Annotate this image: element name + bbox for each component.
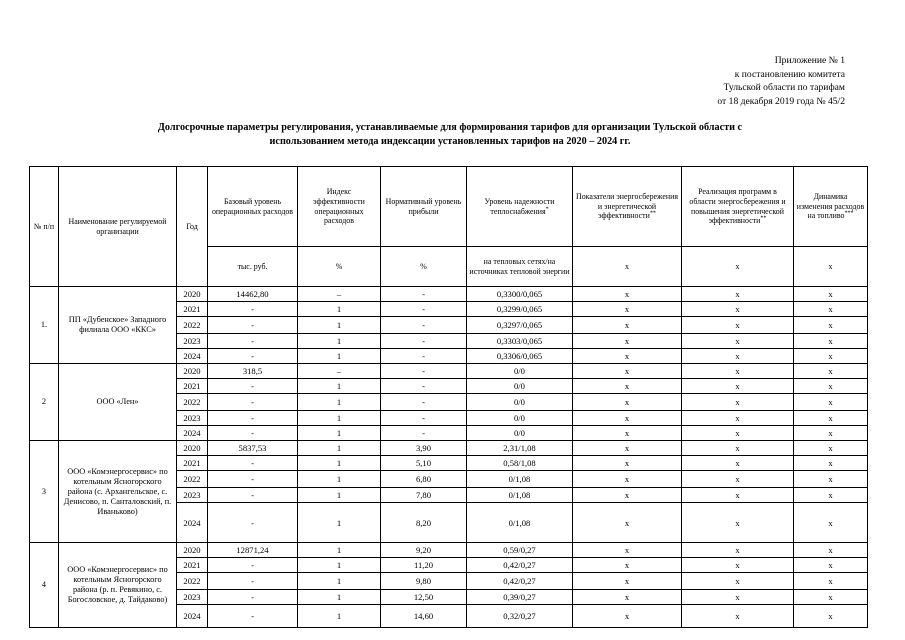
base-cell: - [208, 488, 298, 503]
fuel-cell: х [794, 287, 868, 302]
header-programs [682, 167, 794, 247]
profit-cell: 8,20 [381, 503, 467, 543]
profit-cell: 3,90 [381, 441, 467, 456]
reliability-cell: 0,3306/0,065 [467, 349, 573, 364]
reliability-cell: 0,42/0,27 [467, 573, 573, 590]
energy-cell: х [573, 471, 682, 488]
header-programs-text: Реализация программ в области энергосбережения и повышения энергетической эффективности [689, 187, 786, 226]
header-year: Год [177, 167, 208, 287]
parameters-table [29, 166, 868, 628]
programs-cell: х [682, 394, 794, 411]
fuel-cell: х [794, 394, 868, 411]
index-cell: 1 [298, 573, 381, 590]
programs-cell: х [682, 317, 794, 334]
year-cell: 2020 [177, 287, 208, 302]
year-cell: 2022 [177, 394, 208, 411]
org-name: ПП «Дубенское» Западного филиала ООО «ККС» [59, 287, 177, 364]
year-cell: 2021 [177, 456, 208, 471]
fuel-cell: х [794, 543, 868, 558]
header-no: № п/п [30, 167, 59, 287]
reliability-cell: 0/0 [467, 426, 573, 441]
index-cell: 1 [298, 411, 381, 426]
reliability-cell: 0,58/1,08 [467, 456, 573, 471]
unit-index: % [298, 247, 381, 287]
org-name: ООО «Лен» [59, 364, 177, 441]
energy-cell: х [573, 287, 682, 302]
profit-cell: 14,60 [381, 605, 467, 628]
programs-cell: х [682, 379, 794, 394]
footnote-mark: * [545, 205, 549, 212]
energy-cell: х [573, 488, 682, 503]
year-cell: 2021 [177, 558, 208, 573]
reliability-cell: 0/1,08 [467, 471, 573, 488]
reliability-cell: 0,32/0,27 [467, 605, 573, 628]
programs-cell: х [682, 411, 794, 426]
base-cell: - [208, 590, 298, 605]
reliability-cell: 0,3303/0,065 [467, 334, 573, 349]
programs-cell: х [682, 488, 794, 503]
fuel-cell: х [794, 573, 868, 590]
header-reliability-text: Уровень надежности теплоснабжения [484, 196, 555, 216]
header-fuel-text: Динамика изменения расходов на топливо [796, 192, 865, 221]
row-number: 3 [30, 441, 59, 543]
table-row [30, 543, 868, 558]
energy-cell: х [573, 334, 682, 349]
profit-cell: - [381, 364, 467, 379]
year-cell: 2023 [177, 488, 208, 503]
reliability-cell: 0,39/0,27 [467, 590, 573, 605]
fuel-cell: х [794, 302, 868, 317]
year-cell: 2020 [177, 364, 208, 379]
index-cell: 1 [298, 441, 381, 456]
energy-cell: х [573, 302, 682, 317]
index-cell: 1 [298, 503, 381, 543]
year-cell: 2020 [177, 543, 208, 558]
base-cell: - [208, 471, 298, 488]
energy-cell: х [573, 394, 682, 411]
programs-cell: х [682, 426, 794, 441]
profit-cell: - [381, 394, 467, 411]
reliability-cell: 0,42/0,27 [467, 558, 573, 573]
row-number: 1. [30, 287, 59, 364]
fuel-cell: х [794, 471, 868, 488]
programs-cell: х [682, 441, 794, 456]
document-title [40, 121, 860, 149]
table-row [30, 287, 868, 302]
reliability-cell: 0,3299/0,065 [467, 302, 573, 317]
base-cell: - [208, 334, 298, 349]
year-cell: 2023 [177, 334, 208, 349]
fuel-cell: х [794, 456, 868, 471]
base-cell: - [208, 317, 298, 334]
base-cell: - [208, 605, 298, 628]
table-row [30, 441, 868, 456]
org-name: ООО «Комэнергосервис» по котельным Ясногорского района (р. п. Ревякино, с. Богословское, д. Тайдаково) [59, 543, 177, 628]
appendix-line: Тульской области по тарифам [723, 82, 845, 94]
profit-cell: - [381, 334, 467, 349]
profit-cell: - [381, 317, 467, 334]
energy-cell: х [573, 349, 682, 364]
appendix-block [717, 54, 845, 108]
row-number: 2 [30, 364, 59, 441]
reliability-cell: 0/1,08 [467, 488, 573, 503]
energy-cell: х [573, 503, 682, 543]
programs-cell: х [682, 471, 794, 488]
header-org: Наименование регулируемой организации [59, 167, 177, 287]
index-cell: – [298, 364, 381, 379]
fuel-cell: х [794, 426, 868, 441]
energy-cell: х [573, 411, 682, 426]
base-cell: - [208, 573, 298, 590]
title-line-1: Долгосрочные параметры регулирования, устанавливаемые для формирования тарифов для организации Тульской области с [157, 122, 743, 133]
header-index: Индекс эффективности операционных расходов [298, 167, 381, 247]
programs-cell: х [682, 573, 794, 590]
energy-cell: х [573, 441, 682, 456]
programs-cell: х [682, 503, 794, 543]
fuel-cell: х [794, 334, 868, 349]
table-body [30, 167, 868, 628]
programs-cell: х [682, 364, 794, 379]
year-cell: 2021 [177, 302, 208, 317]
unit-energy: х [573, 247, 682, 287]
appendix-line: к постановлению комитета [734, 68, 845, 80]
index-cell: 1 [298, 317, 381, 334]
fuel-cell: х [794, 411, 868, 426]
appendix-line: от 18 декабря 2019 года № 45/2 [717, 95, 845, 107]
base-cell: - [208, 558, 298, 573]
year-cell: 2022 [177, 317, 208, 334]
unit-profit: % [381, 247, 467, 287]
profit-cell: 9,20 [381, 543, 467, 558]
year-cell: 2023 [177, 411, 208, 426]
base-cell: - [208, 394, 298, 411]
programs-cell: х [682, 349, 794, 364]
year-cell: 2022 [177, 573, 208, 590]
profit-cell: 11,20 [381, 558, 467, 573]
programs-cell: х [682, 287, 794, 302]
fuel-cell: х [794, 317, 868, 334]
profit-cell: - [381, 302, 467, 317]
header-fuel [794, 167, 868, 247]
programs-cell: х [682, 456, 794, 471]
base-cell: - [208, 426, 298, 441]
reliability-cell: 0,3300/0,065 [467, 287, 573, 302]
base-cell: - [208, 379, 298, 394]
fuel-cell: х [794, 488, 868, 503]
index-cell: 1 [298, 456, 381, 471]
base-cell: 318,5 [208, 364, 298, 379]
reliability-cell: 2,31/1,08 [467, 441, 573, 456]
energy-cell: х [573, 558, 682, 573]
header-reliability [467, 167, 573, 247]
year-cell: 2024 [177, 503, 208, 543]
base-cell: - [208, 503, 298, 543]
profit-cell: 12,50 [381, 590, 467, 605]
reliability-cell: 0/0 [467, 394, 573, 411]
base-cell: 5837,53 [208, 441, 298, 456]
fuel-cell: х [794, 558, 868, 573]
base-cell: - [208, 302, 298, 317]
fuel-cell: х [794, 379, 868, 394]
base-cell: - [208, 349, 298, 364]
index-cell: – [298, 287, 381, 302]
footnote-mark: ** [760, 215, 767, 222]
header-energy [573, 167, 682, 247]
energy-cell: х [573, 426, 682, 441]
energy-cell: х [573, 456, 682, 471]
profit-cell: - [381, 349, 467, 364]
footnote-mark: *** [844, 210, 854, 217]
index-cell: 1 [298, 488, 381, 503]
profit-cell: - [381, 287, 467, 302]
energy-cell: х [573, 573, 682, 590]
header-profit: Нормативный уровень прибыли [381, 167, 467, 247]
profit-cell: 5,10 [381, 456, 467, 471]
programs-cell: х [682, 302, 794, 317]
index-cell: 1 [298, 558, 381, 573]
index-cell: 1 [298, 426, 381, 441]
profit-cell: - [381, 411, 467, 426]
fuel-cell: х [794, 364, 868, 379]
reliability-cell: 0/1,08 [467, 503, 573, 543]
table-row [30, 364, 868, 379]
index-cell: 1 [298, 379, 381, 394]
profit-cell: 7,80 [381, 488, 467, 503]
programs-cell: х [682, 590, 794, 605]
programs-cell: х [682, 543, 794, 558]
year-cell: 2023 [177, 590, 208, 605]
header-energy-text: Показатели энергосбережения и энергетической эффективности [576, 192, 678, 221]
fuel-cell: х [794, 605, 868, 628]
fuel-cell: х [794, 590, 868, 605]
programs-cell: х [682, 334, 794, 349]
index-cell: 1 [298, 543, 381, 558]
energy-cell: х [573, 379, 682, 394]
year-cell: 2024 [177, 426, 208, 441]
base-cell: - [208, 411, 298, 426]
row-number: 4 [30, 543, 59, 628]
year-cell: 2020 [177, 441, 208, 456]
energy-cell: х [573, 605, 682, 628]
header-base: Базовый уровень операционных расходов [208, 167, 298, 247]
footnote-mark: ** [649, 210, 656, 217]
base-cell: 14462,80 [208, 287, 298, 302]
base-cell: - [208, 456, 298, 471]
unit-fuel: х [794, 247, 868, 287]
index-cell: 1 [298, 349, 381, 364]
programs-cell: х [682, 558, 794, 573]
reliability-cell: 0,59/0,27 [467, 543, 573, 558]
year-cell: 2024 [177, 349, 208, 364]
fuel-cell: х [794, 349, 868, 364]
unit-programs: х [682, 247, 794, 287]
reliability-cell: 0/0 [467, 364, 573, 379]
org-name: ООО «Комэнергосервис» по котельным Ясногорского района (с. Архангельское, с. Денисово, п. Санталовский, п. Иваньково) [59, 441, 177, 543]
profit-cell: - [381, 426, 467, 441]
energy-cell: х [573, 543, 682, 558]
fuel-cell: х [794, 503, 868, 543]
energy-cell: х [573, 590, 682, 605]
appendix-line: Приложение № 1 [774, 55, 845, 66]
unit-reliability: на тепловых сетях/на источниках тепловой энергии [467, 247, 573, 287]
reliability-cell: 0/0 [467, 379, 573, 394]
energy-cell: х [573, 317, 682, 334]
fuel-cell: х [794, 441, 868, 456]
index-cell: 1 [298, 334, 381, 349]
year-cell: 2021 [177, 379, 208, 394]
index-cell: 1 [298, 590, 381, 605]
year-cell: 2024 [177, 605, 208, 628]
energy-cell: х [573, 364, 682, 379]
index-cell: 1 [298, 302, 381, 317]
index-cell: 1 [298, 471, 381, 488]
unit-base: тыс. руб. [208, 247, 298, 287]
reliability-cell: 0,3297/0,065 [467, 317, 573, 334]
year-cell: 2022 [177, 471, 208, 488]
base-cell: 12871,24 [208, 543, 298, 558]
header-row [30, 167, 868, 247]
profit-cell: 6,80 [381, 471, 467, 488]
title-line-2: использованием метода индексации установленных тарифов на 2020 – 2024 гг. [269, 136, 631, 147]
reliability-cell: 0/0 [467, 411, 573, 426]
programs-cell: х [682, 605, 794, 628]
profit-cell: 9,80 [381, 573, 467, 590]
profit-cell: - [381, 379, 467, 394]
index-cell: 1 [298, 605, 381, 628]
index-cell: 1 [298, 394, 381, 411]
